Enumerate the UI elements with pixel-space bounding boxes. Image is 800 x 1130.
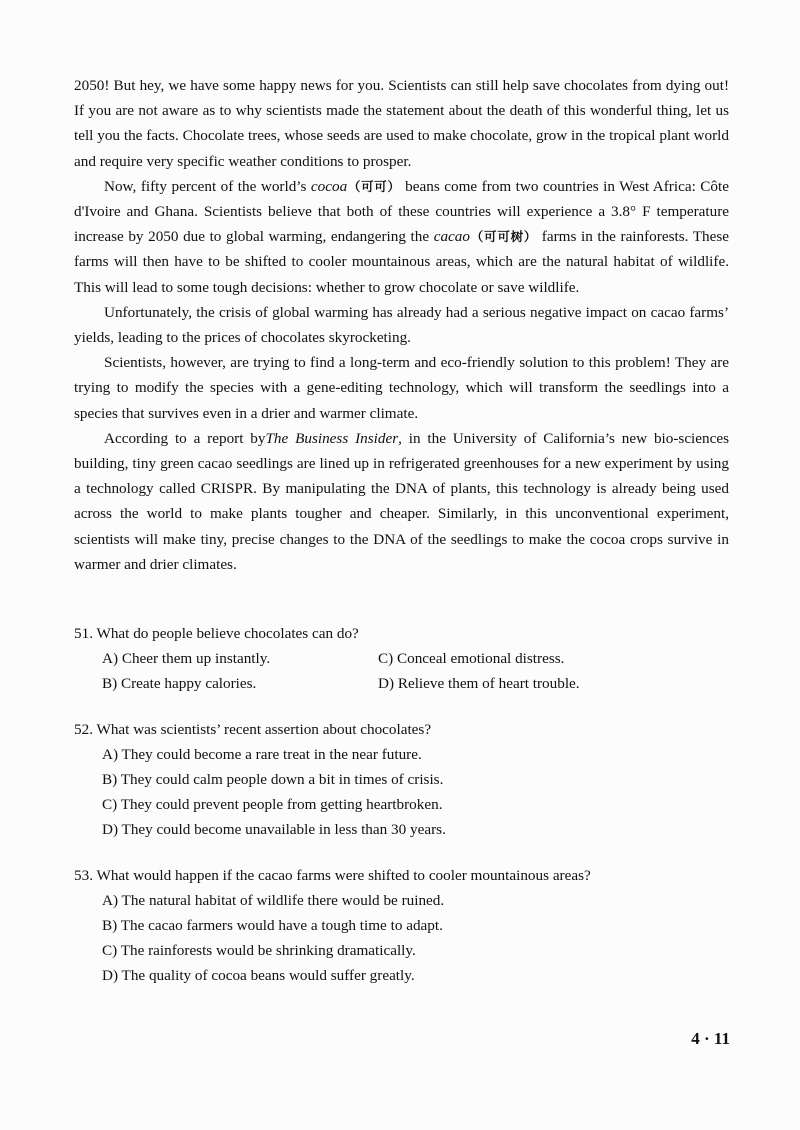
passage-paragraph-5-part-a: According to a report by — [104, 429, 266, 447]
option-a: A) The natural habitat of wildlife there would be ruined. — [102, 892, 445, 909]
questions-section — [74, 621, 729, 1009]
option-b: B) Create happy calories. — [102, 675, 257, 692]
question-52 — [74, 717, 729, 842]
passage-paragraph-2-part-a: Now, fifty percent of the world’s — [104, 177, 311, 195]
passage-paragraph-2 — [74, 174, 729, 300]
question-stem: 51. What do people believe chocolates can do? — [74, 625, 359, 642]
question-stem: 53. What would happen if the cacao farms were shifted to cooler mountainous areas? — [74, 867, 591, 884]
term-cocoa: cocoa — [310, 177, 348, 195]
passage-paragraph-1: 2050! But hey, we have some happy news for you. Scientists can still help save chocolates from dying out! If you are not aware as to why scientists made the statement about the death of this wonderful thing, let us tell you the facts. Chocolate trees, whose seeds are used to make chocolate, grow in the tropical plant world and require very specific weather conditions to prosper. — [74, 77, 729, 170]
term-cacao-chinese: （可可树） — [469, 229, 538, 245]
option-b: B) They could calm people down a bit in times of crisis. — [102, 771, 444, 788]
option-b: B) The cacao farmers would have a tough time to adapt. — [102, 917, 443, 934]
option-c: C) Conceal emotional distress. — [378, 650, 565, 667]
reading-passage — [74, 73, 729, 577]
option-d: D) Relieve them of heart trouble. — [378, 675, 580, 692]
source-name: The Business Insider — [265, 429, 399, 447]
options-list — [74, 742, 729, 842]
question-53 — [74, 863, 729, 988]
option-c: C) They could prevent people from getting heartbroken. — [102, 796, 443, 813]
options-list — [74, 646, 729, 696]
question-stem: 52. What was scientists’ recent assertion about chocolates? — [74, 721, 432, 738]
option-d: D) The quality of cocoa beans would suffer greatly. — [102, 967, 415, 984]
passage-paragraph-5 — [74, 426, 729, 577]
passage-paragraph-2-part-c: farms in the rainforests. These farms will then have to be shifted to cooler mountainous areas, which are the natural habitat of wildlife. This will lead to some tough decisions: whether to grow chocolate or save wildlife. — [74, 228, 729, 296]
term-cocoa-chinese: （可可） — [347, 178, 401, 194]
passage-paragraph-2-part-b: beans come from two countries in West Africa: Côte d'Ivoire and Ghana. Scientists believe that both of these countries will experience a 3.8° F temperature increase by 2050 due to global warming, endangering the — [74, 177, 729, 246]
passage-paragraph-3: Unfortunately, the crisis of global warming has already had a serious negative impact on cacao farms’ yields, leading to the prices of chocolates skyrocketing. — [74, 303, 729, 347]
option-c: C) The rainforests would be shrinking dramatically. — [102, 942, 416, 959]
question-51 — [74, 621, 729, 696]
option-a: A) They could become a rare treat in the near future. — [102, 746, 422, 763]
term-cacao: cacao — [433, 228, 470, 246]
option-a: A) Cheer them up instantly. — [102, 650, 271, 667]
page-number: 4 · 11 — [691, 1029, 730, 1048]
option-d: D) They could become unavailable in less than 30 years. — [102, 821, 446, 838]
passage-paragraph-4: Scientists, however, are trying to find a long-term and eco-friendly solution to this problem! They are trying to modify the species with a gene-editing technology, which will transform the seedlings into a species that survives even in a drier and warmer climate. — [74, 354, 729, 422]
options-list — [74, 888, 729, 988]
passage-paragraph-5-part-b: , in the University of California’s new bio-sciences building, tiny green cacao seedlings are lined up in refrigerated greenhouses for a new experiment by using a technology called CRISPR. By manipulating the DNA of plants, this technology is already being used across the world to make plants tougher and cheaper. Similarly, in this unconventional experiment, scientists will make tiny, precise changes to the DNA of the seedlings to make the cocoa crops survive in warmer and drier climates. — [74, 429, 730, 573]
